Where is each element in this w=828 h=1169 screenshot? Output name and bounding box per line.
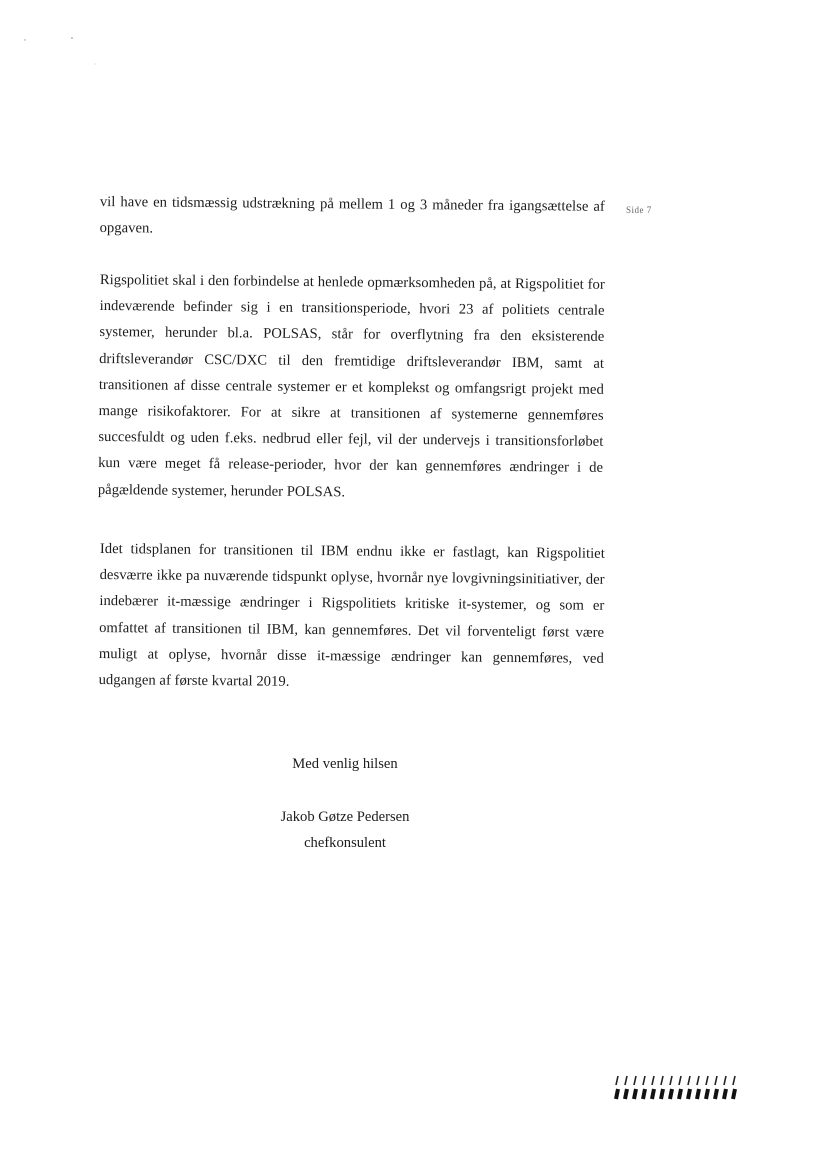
page-number: Side 7: [626, 205, 652, 215]
scan-specks: [0, 0, 828, 120]
signer-name: Jakob Gøtze Pedersen: [280, 809, 410, 825]
body-paragraph-2: Rigspolitiet skal i den forbindelse at henlede opmærksomheden på, at Rigspolitiet for indeværende befinder sig i en transitionsperiode, hvori 23 af politiets centrale systemer, herunder bl.a. POLSAS, står for overflytning fra den eksisterende driftsleverandør CSC/DXC til den fremtidige driftsleverandør IBM, samt at transitionen af disse centrale systemer er et komplekst og omfangsrigt projekt med mange risikofaktorer. For at sikre at transitionen af systemerne gennemføres succesfuldt og uden f.eks. nedbrud eller fejl, vil der undervejs i transitionsforløbet kun være meget få release-perioder, hvor der kan gennemføres ændringer i de pågældende systemer, herunder POLSAS.: [97, 271, 605, 500]
closing-greeting: Med venlig hilsen: [292, 756, 398, 772]
body-paragraph-1: vil have en tidsmæssig udstrækning på mellem 1 og 3 måneder fra igangsættelse af opgaven.: [99, 193, 605, 237]
signer-title: chefkonsulent: [304, 835, 386, 851]
scan-barcode-mark: [612, 1074, 742, 1102]
body-paragraph-3: Idet tidsplanen for transitionen til IBM endnu ikke er fastlagt, kan Rigspolitiet desværre ikke pa nuværende tidspunkt oplyse, hvornår nye lovgivningsinitiativer, der indebærer it-mæssige ændringer i Rigspolitiets kritiske it-systemer, og som er omfattet af transitionen til IBM, kan gennemføres. Det vil forventeligt først være muligt at oplyse, hvornår disse it-mæssige ændringer kan gennemføres, ved udgangen af første kvartal 2019.: [98, 540, 605, 690]
